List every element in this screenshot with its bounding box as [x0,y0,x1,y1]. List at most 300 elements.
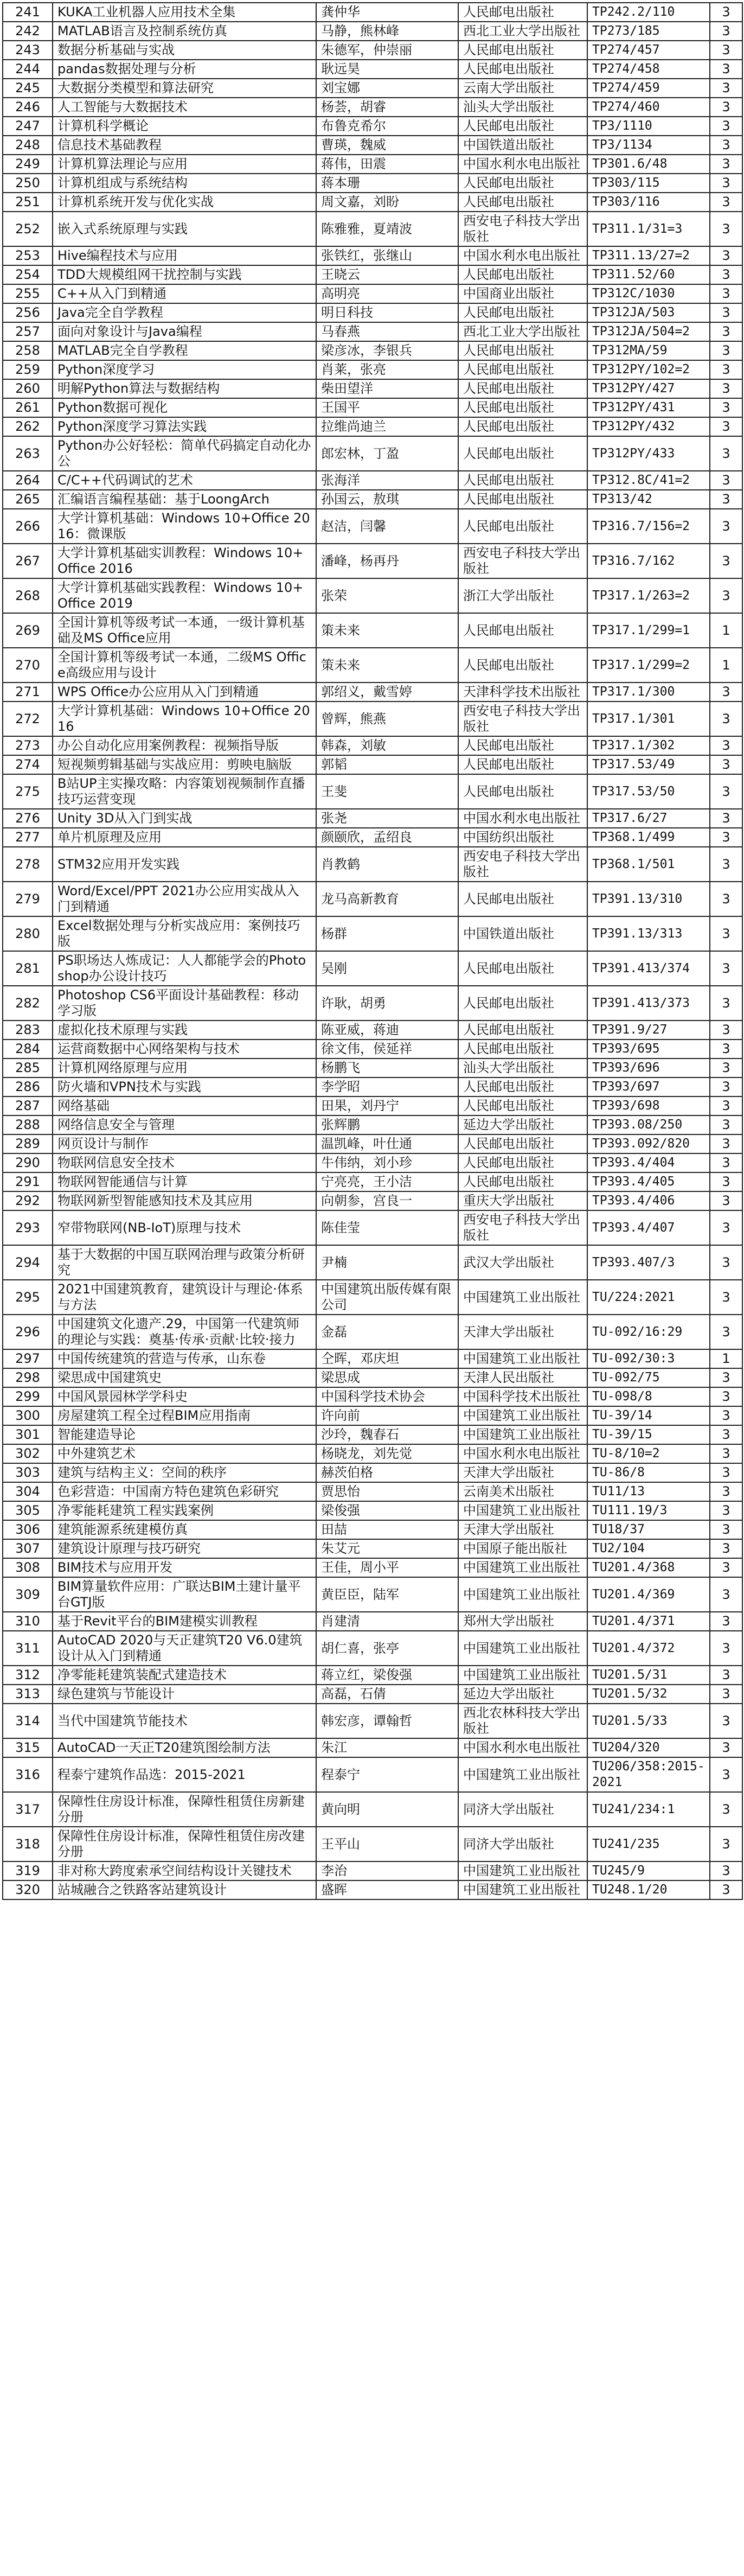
copy-count: 3 [710,578,742,613]
table-row [3,1631,742,1666]
book-title: Python数据可视化 [53,398,316,417]
call-number: TP391.9/27 [587,1021,710,1040]
book-publisher: 人民邮电出版社 [458,398,587,417]
call-number: TP393/696 [587,1059,710,1077]
call-number: TP393/695 [587,1040,710,1059]
book-title: 计算机系统开发与优化实战 [53,193,316,212]
call-number: TU2/104 [587,1539,710,1558]
book-title: MATLAB语言及控制系统仿真 [53,22,316,41]
book-title: 保障性住房设计标准，保障性租赁住房新建分册 [53,1792,316,1827]
book-authors: 许向前 [316,1406,458,1425]
book-publisher: 中国建筑工业出版社 [458,1757,587,1792]
call-number: TP311.52/60 [587,265,710,284]
copy-count: 3 [710,1757,742,1792]
book-authors: 王斐 [316,774,458,809]
row-number: 297 [3,1349,53,1368]
call-number: TP393.4/407 [587,1210,710,1245]
table-row [3,1245,742,1280]
table-row [3,284,742,303]
book-authors: 李学昭 [316,1077,458,1096]
book-title: 办公自动化应用案例教程：视频指导版 [53,736,316,755]
table-row [3,1349,742,1368]
book-publisher: 人民邮电出版社 [458,303,587,322]
call-number: TP311.13/27=2 [587,246,710,265]
table-row [3,1280,742,1315]
copy-count: 3 [710,544,742,578]
call-number: TU18/37 [587,1520,710,1539]
call-number: TU201.5/32 [587,1685,710,1704]
book-authors: 田果，刘丹宁 [316,1096,458,1115]
table-row [3,436,742,471]
book-publisher: 中国水利水电出版社 [458,155,587,174]
book-title: Photoshop CS6平面设计基础教程：移动学习版 [53,986,316,1021]
table-row [3,1040,742,1059]
book-title: 全国计算机等级考试一本通，二级MS Office高级应用与设计 [53,648,316,683]
copy-count: 3 [710,1520,742,1539]
call-number: TP393/698 [587,1096,710,1115]
copy-count: 3 [710,1685,742,1704]
book-title: 计算机算法理论与应用 [53,155,316,174]
copy-count: 3 [710,951,742,986]
row-number: 282 [3,986,53,1021]
copy-count: 3 [710,736,742,755]
copy-count: 3 [710,1444,742,1463]
book-authors: 赫茨伯格 [316,1463,458,1482]
call-number: TU201.5/33 [587,1704,710,1738]
book-title: 中外建筑艺术 [53,1444,316,1463]
row-number: 309 [3,1577,53,1612]
copy-count: 3 [710,1245,742,1280]
copy-count: 3 [710,436,742,471]
call-number: TU201.4/371 [587,1612,710,1631]
book-publisher: 西安电子科技大学出版社 [458,847,587,882]
row-number: 241 [3,3,53,22]
row-number: 272 [3,702,53,736]
book-title: 当代中国建筑节能技术 [53,1704,316,1738]
copy-count: 3 [710,1115,742,1134]
copy-count: 3 [710,1425,742,1444]
book-publisher: 天津大学出版社 [458,1520,587,1539]
table-row [3,1539,742,1558]
call-number: TP312JA/504=2 [587,322,710,341]
book-title: BIM技术与应用开发 [53,1558,316,1577]
book-title: 汇编语言编程基础：基于LoongArch [53,490,316,509]
row-number: 302 [3,1444,53,1463]
book-publisher: 人民邮电出版社 [458,41,587,60]
book-title: 非对称大跨度索承空间结构设计关键技术 [53,1861,316,1880]
table-row [3,1387,742,1406]
row-number: 290 [3,1153,53,1172]
book-title: STM32应用开发实践 [53,847,316,882]
copy-count: 3 [710,341,742,360]
row-number: 261 [3,398,53,417]
book-title: 数据分析基础与实战 [53,41,316,60]
book-authors: 韩森，刘敏 [316,736,458,755]
row-number: 299 [3,1387,53,1406]
copy-count: 3 [710,1021,742,1040]
table-row [3,578,742,613]
book-authors: 周文嘉，刘盼 [316,193,458,212]
copy-count: 3 [710,1738,742,1757]
book-authors: 曾辉，熊燕 [316,702,458,736]
table-row [3,193,742,212]
call-number: TU-86/8 [587,1463,710,1482]
copy-count: 3 [710,22,742,41]
row-number: 307 [3,1539,53,1558]
book-list-table [2,2,743,1900]
table-row [3,1757,742,1792]
book-title: C/C++代码调试的艺术 [53,471,316,490]
table-row [3,509,742,544]
table-row [3,60,742,79]
table-row [3,322,742,341]
book-title: 大学计算机基础：Windows 10+Office 2016：微课版 [53,509,316,544]
copy-count: 3 [710,1577,742,1612]
row-number: 285 [3,1059,53,1077]
book-authors: 朱艾元 [316,1539,458,1558]
book-title: 窄带物联网(NB-IoT)原理与技术 [53,1210,316,1245]
table-row [3,1880,742,1899]
book-authors: 沙玲，魏春石 [316,1425,458,1444]
call-number: TP312C/1030 [587,284,710,303]
book-publisher: 重庆大学出版社 [458,1191,587,1210]
book-authors: 向朝参，宫良一 [316,1191,458,1210]
table-row [3,212,742,246]
call-number: TP3/1110 [587,117,710,136]
row-number: 266 [3,509,53,544]
call-number: TU-092/30:3 [587,1349,710,1368]
copy-count: 3 [710,360,742,379]
book-title: 基于大数据的中国互联网治理与政策分析研究 [53,1245,316,1280]
row-number: 313 [3,1685,53,1704]
book-authors: 王平山 [316,1827,458,1861]
book-publisher: 中国商业出版社 [458,284,587,303]
copy-count: 3 [710,1096,742,1115]
book-authors: 蒋伟，田震 [316,155,458,174]
row-number: 267 [3,544,53,578]
book-publisher: 中国水利水电出版社 [458,1738,587,1757]
table-row [3,79,742,98]
book-publisher: 西北工业大学出版社 [458,322,587,341]
copy-count: 3 [710,1539,742,1558]
table-row [3,1406,742,1425]
table-row [3,1704,742,1738]
book-title: 程泰宁建筑作品选：2015-2021 [53,1757,316,1792]
table-row [3,1425,742,1444]
copy-count: 3 [710,417,742,436]
table-row [3,303,742,322]
call-number: TU11/13 [587,1482,710,1501]
call-number: TP317.1/301 [587,702,710,736]
book-publisher: 中国纺织出版社 [458,828,587,847]
book-authors: 杨鹏飞 [316,1059,458,1077]
table-row [3,1210,742,1245]
row-number: 304 [3,1482,53,1501]
call-number: TU-8/10=2 [587,1444,710,1463]
copy-count: 3 [710,809,742,828]
book-authors: 胡仁喜，张亭 [316,1631,458,1666]
table-row [3,379,742,398]
book-authors: 梁思成 [316,1368,458,1387]
copy-count: 3 [710,1280,742,1315]
book-authors: 金磊 [316,1315,458,1349]
call-number: TP311.1/31=3 [587,212,710,246]
copy-count: 3 [710,1077,742,1096]
table-row [3,1612,742,1631]
call-number: TU245/9 [587,1861,710,1880]
copy-count: 3 [710,1210,742,1245]
call-number: TU-092/16:29 [587,1315,710,1349]
row-number: 314 [3,1704,53,1738]
row-number: 308 [3,1558,53,1577]
book-authors: 朱德军，仲崇丽 [316,41,458,60]
book-publisher: 人民邮电出版社 [458,193,587,212]
table-row [3,1115,742,1134]
table-row [3,1685,742,1704]
book-authors: 王晓云 [316,265,458,284]
table-row [3,174,742,193]
table-row [3,98,742,117]
book-publisher: 西北农林科技大学出版社 [458,1704,587,1738]
row-number: 254 [3,265,53,284]
book-authors: 张辉鹏 [316,1115,458,1134]
book-title: Python办公好轻松：简单代码搞定自动化办公 [53,436,316,471]
book-title: 网络基础 [53,1096,316,1115]
book-title: 计算机科学概论 [53,117,316,136]
book-authors: 徐文伟，侯延祥 [316,1040,458,1059]
book-title: 大学计算机基础实训教程：Windows 10+Office 2016 [53,544,316,578]
book-publisher: 人民邮电出版社 [458,1040,587,1059]
book-publisher: 中国建筑工业出版社 [458,1577,587,1612]
table-row [3,683,742,702]
book-publisher: 中国科学技术出版社 [458,1387,587,1406]
book-authors: 中国建筑出版传媒有限公司 [316,1280,458,1315]
book-title: Python深度学习 [53,360,316,379]
book-title: 嵌入式系统原理与实践 [53,212,316,246]
book-publisher: 人民邮电出版社 [458,648,587,683]
table-row [3,265,742,284]
row-number: 270 [3,648,53,683]
table-row [3,1021,742,1040]
book-title: 保障性住房设计标准，保障性租赁住房改建分册 [53,1827,316,1861]
copy-count: 3 [710,1612,742,1631]
book-title: pandas数据处理与分析 [53,60,316,79]
book-publisher: 中国建筑工业出版社 [458,1280,587,1315]
book-title: 运营商数据中心网络架构与技术 [53,1040,316,1059]
row-number: 252 [3,212,53,246]
book-authors: 朱江 [316,1738,458,1757]
table-row [3,398,742,417]
call-number: TP368.1/501 [587,847,710,882]
call-number: TP393.092/820 [587,1134,710,1153]
book-publisher: 人民邮电出版社 [458,379,587,398]
table-row [3,1315,742,1349]
row-number: 258 [3,341,53,360]
table-row [3,117,742,136]
call-number: TP3/1134 [587,136,710,155]
book-authors: 黄臣臣，陆军 [316,1577,458,1612]
row-number: 271 [3,683,53,702]
table-row [3,613,742,648]
book-title: 物联网新型智能感知技术及其应用 [53,1191,316,1210]
book-authors: 郎宏林，丁盈 [316,436,458,471]
book-publisher: 人民邮电出版社 [458,1077,587,1096]
row-number: 255 [3,284,53,303]
book-publisher: 人民邮电出版社 [458,490,587,509]
book-title: Python深度学习算法实践 [53,417,316,436]
book-publisher: 人民邮电出版社 [458,882,587,916]
call-number: TP317.53/50 [587,774,710,809]
call-number: TU241/235 [587,1827,710,1861]
copy-count: 3 [710,1463,742,1482]
book-publisher: 郑州大学出版社 [458,1612,587,1631]
call-number: TP242.2/110 [587,3,710,22]
call-number: TP274/458 [587,60,710,79]
call-number: TU206/358:2015-2021 [587,1757,710,1792]
book-authors: 王佳，周小平 [316,1558,458,1577]
table-row [3,809,742,828]
row-number: 263 [3,436,53,471]
book-title: 防火墙和VPN技术与实践 [53,1077,316,1096]
table-row [3,1172,742,1191]
copy-count: 3 [710,1631,742,1666]
book-authors: 龚仲华 [316,3,458,22]
row-number: 284 [3,1040,53,1059]
book-title: 建筑与结构主义：空间的秩序 [53,1463,316,1482]
copy-count: 1 [710,648,742,683]
book-authors: 颜颐欣，孟绍良 [316,828,458,847]
table-row [3,360,742,379]
book-publisher: 人民邮电出版社 [458,1134,587,1153]
call-number: TP312PY/102=2 [587,360,710,379]
table-row [3,155,742,174]
call-number: TP301.6/48 [587,155,710,174]
table-row [3,1738,742,1757]
row-number: 286 [3,1077,53,1096]
row-number: 298 [3,1368,53,1387]
book-title: 全国计算机等级考试一本通，一级计算机基础及MS Office应用 [53,613,316,648]
book-authors: 中国科学技术协会 [316,1387,458,1406]
row-number: 293 [3,1210,53,1245]
row-number: 259 [3,360,53,379]
row-number: 301 [3,1425,53,1444]
book-title: 网页设计与制作 [53,1134,316,1153]
book-authors: 杨群 [316,916,458,951]
row-number: 306 [3,1520,53,1539]
row-number: 288 [3,1115,53,1134]
row-number: 292 [3,1191,53,1210]
book-title: 物联网智能通信与计算 [53,1172,316,1191]
table-row [3,22,742,41]
call-number: TP312PY/427 [587,379,710,398]
copy-count: 3 [710,774,742,809]
book-title: 中国建筑文化遗产.29，中国第一代建筑师的理论与实践：奠基·传承·贡献·比较·接力 [53,1315,316,1349]
table-row [3,471,742,490]
copy-count: 3 [710,98,742,117]
book-publisher: 中国建筑工业出版社 [458,1861,587,1880]
table-row [3,736,742,755]
table-row [3,1077,742,1096]
book-title: Unity 3D从入门到实战 [53,809,316,828]
book-publisher: 西安电子科技大学出版社 [458,544,587,578]
copy-count: 3 [710,1501,742,1520]
book-authors: 郭绍义，戴雪婷 [316,683,458,702]
book-publisher: 人民邮电出版社 [458,117,587,136]
row-number: 274 [3,755,53,774]
book-publisher: 汕头大学出版社 [458,1059,587,1077]
book-publisher: 同济大学出版社 [458,1792,587,1827]
copy-count: 3 [710,702,742,736]
copy-count: 3 [710,246,742,265]
copy-count: 3 [710,828,742,847]
call-number: TP312PY/431 [587,398,710,417]
book-authors: 赵洁，闫馨 [316,509,458,544]
book-title: 基于Revit平台的BIM建模实训教程 [53,1612,316,1631]
copy-count: 3 [710,1482,742,1501]
row-number: 245 [3,79,53,98]
row-number: 264 [3,471,53,490]
row-number: 295 [3,1280,53,1315]
table-row [3,1520,742,1539]
call-number: TP312PY/432 [587,417,710,436]
book-title: 建筑能源系统建模仿真 [53,1520,316,1539]
copy-count: 3 [710,1059,742,1077]
book-title: Excel数据处理与分析实战应用：案例技巧版 [53,916,316,951]
call-number: TP317.1/299=1 [587,613,710,648]
row-number: 250 [3,174,53,193]
book-authors: 牛伟纳，刘小珍 [316,1153,458,1172]
row-number: 317 [3,1792,53,1827]
book-list-body [3,3,742,1899]
book-publisher: 中国铁道出版社 [458,136,587,155]
copy-count: 3 [710,1191,742,1210]
book-publisher: 人民邮电出版社 [458,509,587,544]
book-authors: 尹楠 [316,1245,458,1280]
copy-count: 3 [710,1880,742,1899]
row-number: 281 [3,951,53,986]
book-title: 大数据分类模型和算法研究 [53,79,316,98]
book-title: Word/Excel/PPT 2021办公应用实战从入门到精通 [53,882,316,916]
book-authors: 陈亚威，蒋迪 [316,1021,458,1040]
row-number: 244 [3,60,53,79]
book-publisher: 西安电子科技大学出版社 [458,212,587,246]
book-authors: 郭韬 [316,755,458,774]
row-number: 287 [3,1096,53,1115]
row-number: 251 [3,193,53,212]
row-number: 278 [3,847,53,882]
book-publisher: 云南大学出版社 [458,79,587,98]
copy-count: 3 [710,1040,742,1059]
book-publisher: 西安电子科技大学出版社 [458,1210,587,1245]
book-publisher: 人民邮电出版社 [458,1153,587,1172]
call-number: TP312PY/433 [587,436,710,471]
row-number: 283 [3,1021,53,1040]
row-number: 289 [3,1134,53,1153]
book-title: 短视频剪辑基础与实战应用：剪映电脑版 [53,755,316,774]
book-title: Hive编程技术与应用 [53,246,316,265]
call-number: TP391.13/310 [587,882,710,916]
call-number: TP316.7/162 [587,544,710,578]
book-authors: 杨晓龙，刘先觉 [316,1444,458,1463]
row-number: 316 [3,1757,53,1792]
row-number: 257 [3,322,53,341]
book-publisher: 人民邮电出版社 [458,736,587,755]
row-number: 311 [3,1631,53,1666]
table-row [3,916,742,951]
book-authors: 高明亮 [316,284,458,303]
copy-count: 3 [710,1134,742,1153]
table-row [3,951,742,986]
